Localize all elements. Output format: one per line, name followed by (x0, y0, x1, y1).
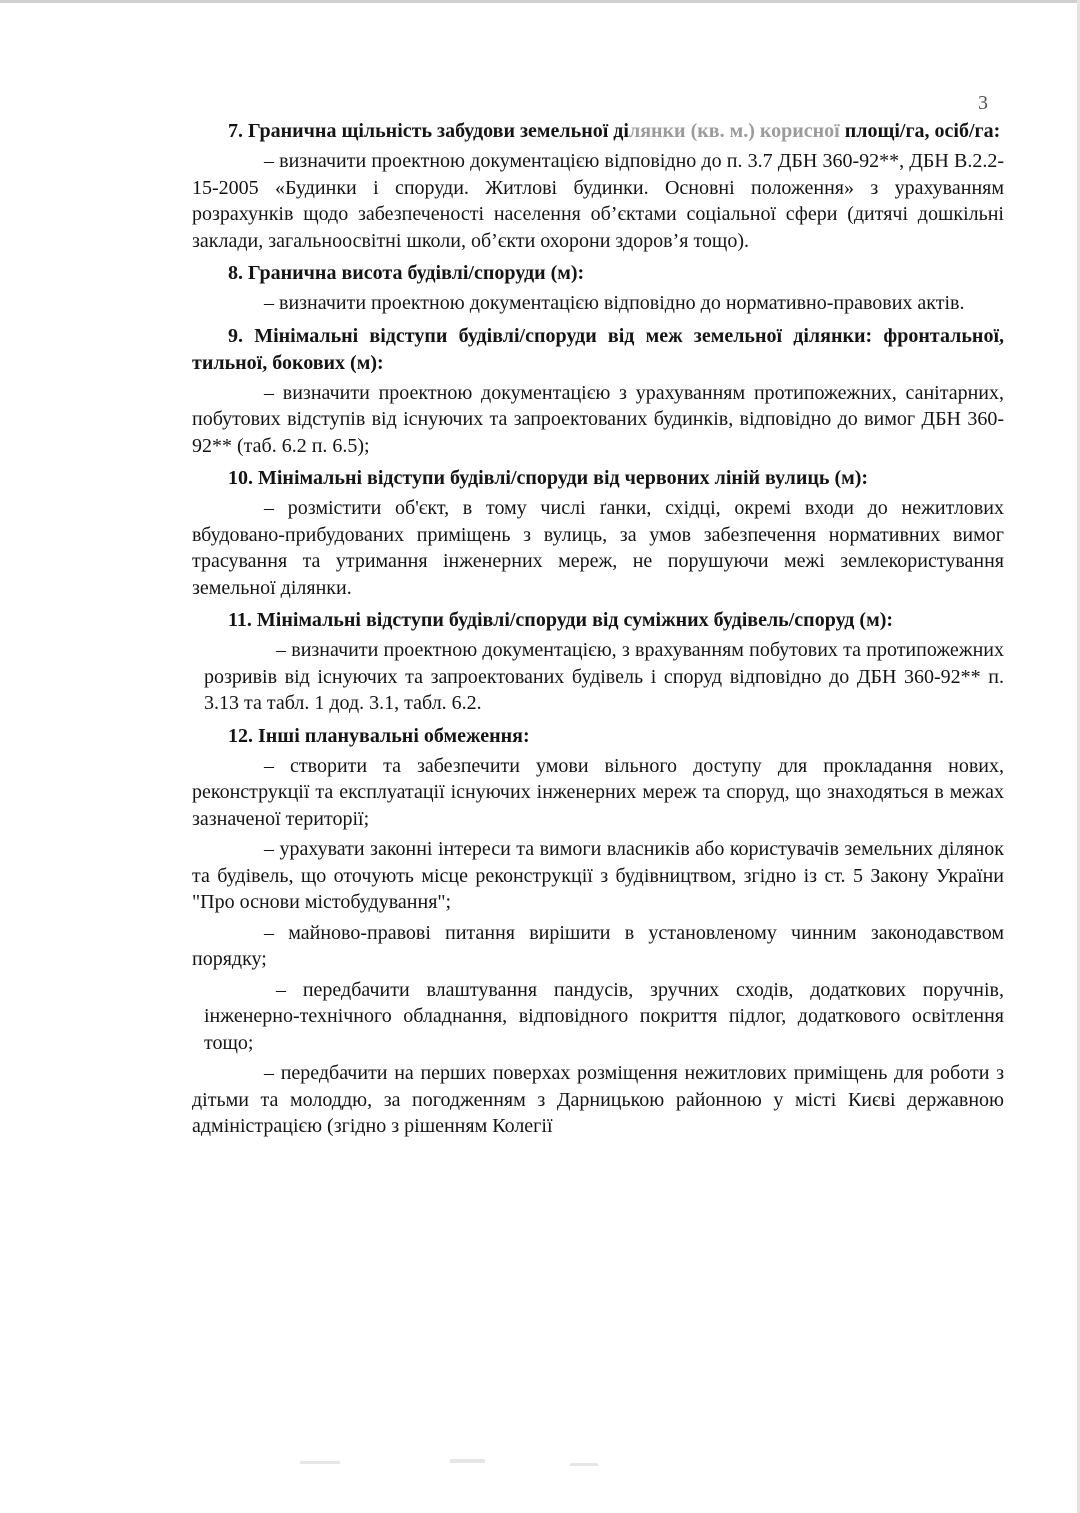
scan-speck (450, 1459, 485, 1463)
section-heading: 9. Мінімальні відступи будівлі/споруди від меж земельної ділянки: фронтальної, тильної, бокових (м): (192, 324, 1004, 374)
heading-faded-text: лянки (кв. м.) корисної (628, 120, 840, 142)
paragraph: – визначити проектною документацією з урахуванням протипожежних, санітарних, побутових відступів від існуючих та запроектованих будинків, відповідно до вимог ДБН 360-92** (таб. 6.2 п. 6.5); (192, 381, 1004, 457)
scan-noise (150, 1455, 750, 1475)
section-heading: 8. Гранична висота будівлі/споруди (м): (228, 262, 585, 284)
heading-text-end: площі/га, осіб/га: (839, 120, 1001, 142)
section-heading (192, 118, 1004, 145)
paragraph: – майново-правові питання вирішити в установленому чинним законодавством порядку; (192, 921, 1004, 970)
heading-text: 7. Гранична щільність забудови земельної ді (228, 120, 629, 142)
section-heading: 12. Інші планувальні обмеження: (228, 724, 530, 747)
paragraph: – визначити проектною документацією відповідно до нормативно-правових актів. (264, 292, 965, 314)
section-9 (192, 323, 1004, 460)
paragraph: – передбачити на перших поверхах розміщення нежитлових приміщень для роботи з дітьми та молоддю, за погодженням з Дарницькою районною у місті Києві державною адміністрацією (згідно з рішенням Колегії (192, 1062, 1004, 1137)
scan-speck (300, 1461, 340, 1464)
section-8 (192, 260, 1004, 317)
section-heading: 11. Мінімальні відступи будівлі/споруди від суміжних будівель/споруд (м): (228, 609, 894, 631)
paragraph: – передбачити влаштування пандусів, зручних сходів, додаткових поручнів, інженерно-технічного обладнання, відповідного покриття підлог, додаткового освітлення тощо; (204, 978, 1004, 1054)
section-12 (192, 723, 1004, 1140)
scan-speck (570, 1463, 598, 1466)
paragraph: – урахувати законні інтереси та вимоги власників або користувачів земельних ділянок та будівель, що оточують місце реконструкції з будівництвом, згідно із ст. 5 Закону України "Про основи містобудування"; (192, 838, 1004, 913)
section-heading: 10. Мінімальні відступи будівлі/споруди від червоних ліній вулиць (м): (228, 467, 869, 489)
page-number: 3 (978, 92, 988, 114)
paragraph: – розмістити об'єкт, в тому числі ґанки, східці, окремі входи до нежитлових вбудовано-прибудованих приміщень з вулиць, за умов забезпечення нормативних вимог трасування та утримання інженерних мереж, не порушуючи межі землекористування земельної ділянки. (192, 497, 1004, 599)
paragraph: – визначити проектною документацією, з врахуванням побутових та протипожежних розривів від існуючих та запроектованих будівель і споруд відповідно до ДБН 360-92** п. 3.13 та табл. 1 дод. 3.1, табл. 6.2. (204, 639, 1004, 714)
document-body (192, 118, 1004, 1146)
section-11 (192, 607, 1004, 717)
scan-edge-top (0, 0, 1080, 3)
section-10 (192, 465, 1004, 601)
paragraph: – створити та забезпечити умови вільного доступу для прокладання нових, реконструкції та експлуатації існуючих інженерних мереж та споруд, що знаходяться в межах зазначеної території; (192, 754, 1004, 830)
section-7 (192, 118, 1004, 254)
paragraph: – визначити проектною документацією відповідно до п. 3.7 ДБН 360-92**, ДБН В.2.2-15-2005 «Будинки і споруди. Житлові будинки. Основні положення» з урахуванням розрахунків щодо забезпеченості населення об’єктами соціальної сфери (дитячі дошкільні заклади, загальноосвітні школи, об’єкти охорони здоров’я тощо). (192, 150, 1004, 252)
